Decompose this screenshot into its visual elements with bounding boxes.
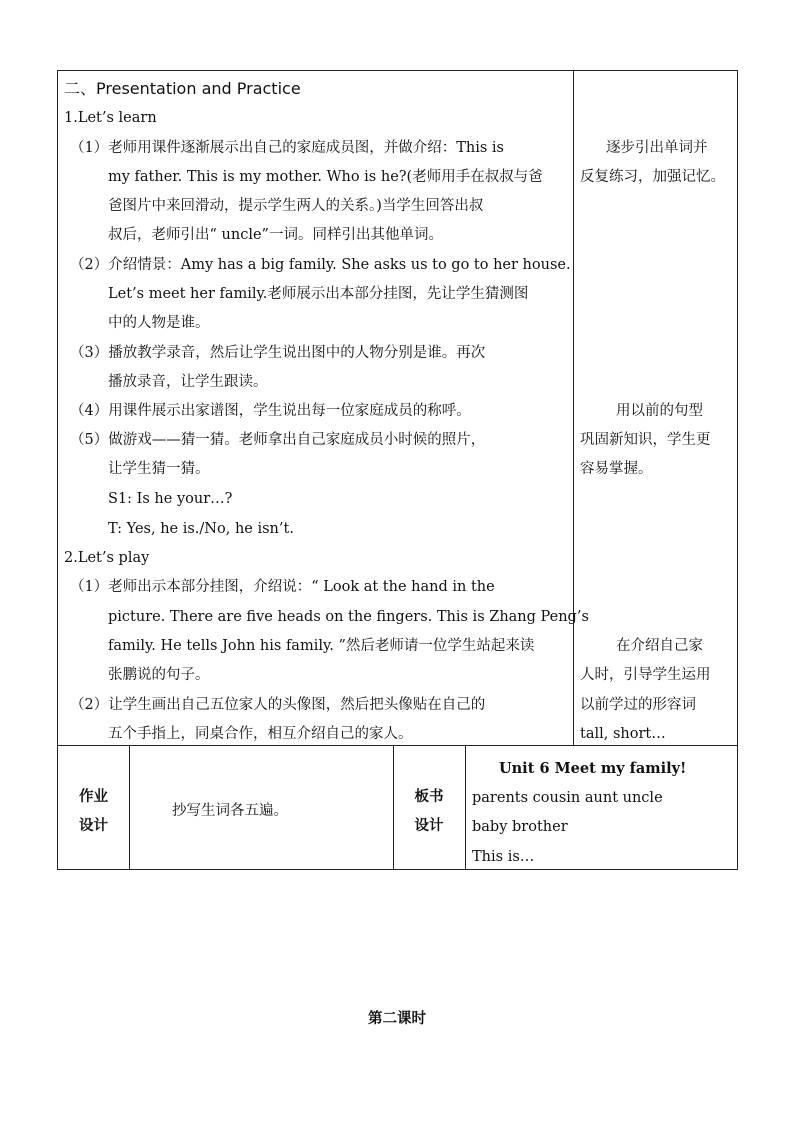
text-line: T: Yes, he is./No, he isn’t.	[108, 521, 294, 537]
procedure-cell	[58, 71, 589, 745]
text-line: family. He tells John his family. ”然后老师请一位学生站起来读	[108, 638, 535, 654]
text-line: picture. There are five heads on the fingers. This is Zhang Peng’s	[108, 609, 589, 625]
text-line: my father. This is my mother. Who is he?(老师用手在叔叔与爸	[108, 169, 543, 185]
text-line: 叔后，老师引出“ uncle”一词。同样引出其他单词。	[108, 227, 443, 243]
board-label-line: 设计	[414, 818, 444, 834]
text-line: 1.Let’s learn	[64, 110, 157, 126]
text-line: （2）让学生画出自己五位家人的头像图，然后把头像贴在自己的	[70, 697, 486, 713]
note-line: 巩固新知识，学生更	[580, 432, 711, 448]
note-line: tall, short…	[580, 726, 666, 742]
board-words: parents cousin aunt uncle	[472, 790, 663, 806]
text-line: Let’s meet her family.老师展示出本部分挂图，先让学生猜测图	[108, 286, 529, 302]
text-line: （2）介绍情景：Amy has a big family. She asks us to go to her house.	[70, 257, 571, 273]
text-line: 让学生猜一猜。	[108, 461, 210, 477]
homework-content: 抄写生词各五遍。	[172, 803, 288, 819]
note-line: 在介绍自己家	[616, 638, 703, 654]
text-line: （1）老师出示本部分挂图，介绍说：“ Look at the hand in the	[70, 579, 495, 595]
text-line: 张鹏说的句子。	[108, 667, 210, 683]
lesson-table	[57, 70, 738, 870]
note-line: 用以前的句型	[616, 403, 703, 419]
board-label-line: 板书	[414, 789, 444, 805]
board-title: Unit 6 Meet my family!	[499, 760, 687, 777]
homework-label-line: 作业	[79, 789, 108, 805]
note-line: 逐步引出单词并	[606, 140, 708, 156]
board-label	[393, 783, 465, 841]
text-line: S1: Is he your…?	[108, 491, 233, 507]
note-line: 人时，引导学生运用	[580, 667, 711, 683]
text-line: 爸图片中来回滑动，提示学生两人的关系。)当学生回答出叔	[108, 198, 484, 214]
text-line: 播放录音，让学生跟读。	[108, 374, 268, 390]
text-line: （5）做游戏——猜一猜。老师拿出自己家庭成员小时候的照片，	[70, 432, 486, 448]
text-line: （4）用课件展示出家谱图，学生说出每一位家庭成员的称呼。	[70, 403, 471, 419]
design-intent-cell	[574, 71, 738, 745]
text-line: （3）播放教学录音，然后让学生说出图中的人物分别是谁。再次	[70, 345, 486, 361]
note-line: 以前学过的形容词	[580, 697, 696, 713]
board-line: baby brother	[472, 819, 568, 835]
column-divider	[465, 745, 466, 869]
text-line: （1）老师用课件逐渐展示出自己的家庭成员图，并做介绍：This is	[70, 140, 504, 156]
text-line: 中的人物是谁。	[108, 315, 210, 331]
note-line: 容易掌握。	[580, 461, 653, 477]
board-line: This is…	[472, 849, 535, 865]
row-divider	[58, 745, 737, 746]
column-divider	[129, 745, 130, 869]
section-heading: 二、Presentation and Practice	[64, 79, 301, 98]
text-line: 五个手指上，同桌合作，相互介绍自己的家人。	[108, 726, 413, 742]
homework-label	[58, 783, 129, 841]
homework-label-line: 设计	[79, 818, 108, 834]
note-line: 反复练习，加强记忆。	[580, 169, 725, 185]
text-line: 2.Let’s play	[64, 550, 150, 566]
section-title: 第二课时	[368, 1011, 426, 1027]
